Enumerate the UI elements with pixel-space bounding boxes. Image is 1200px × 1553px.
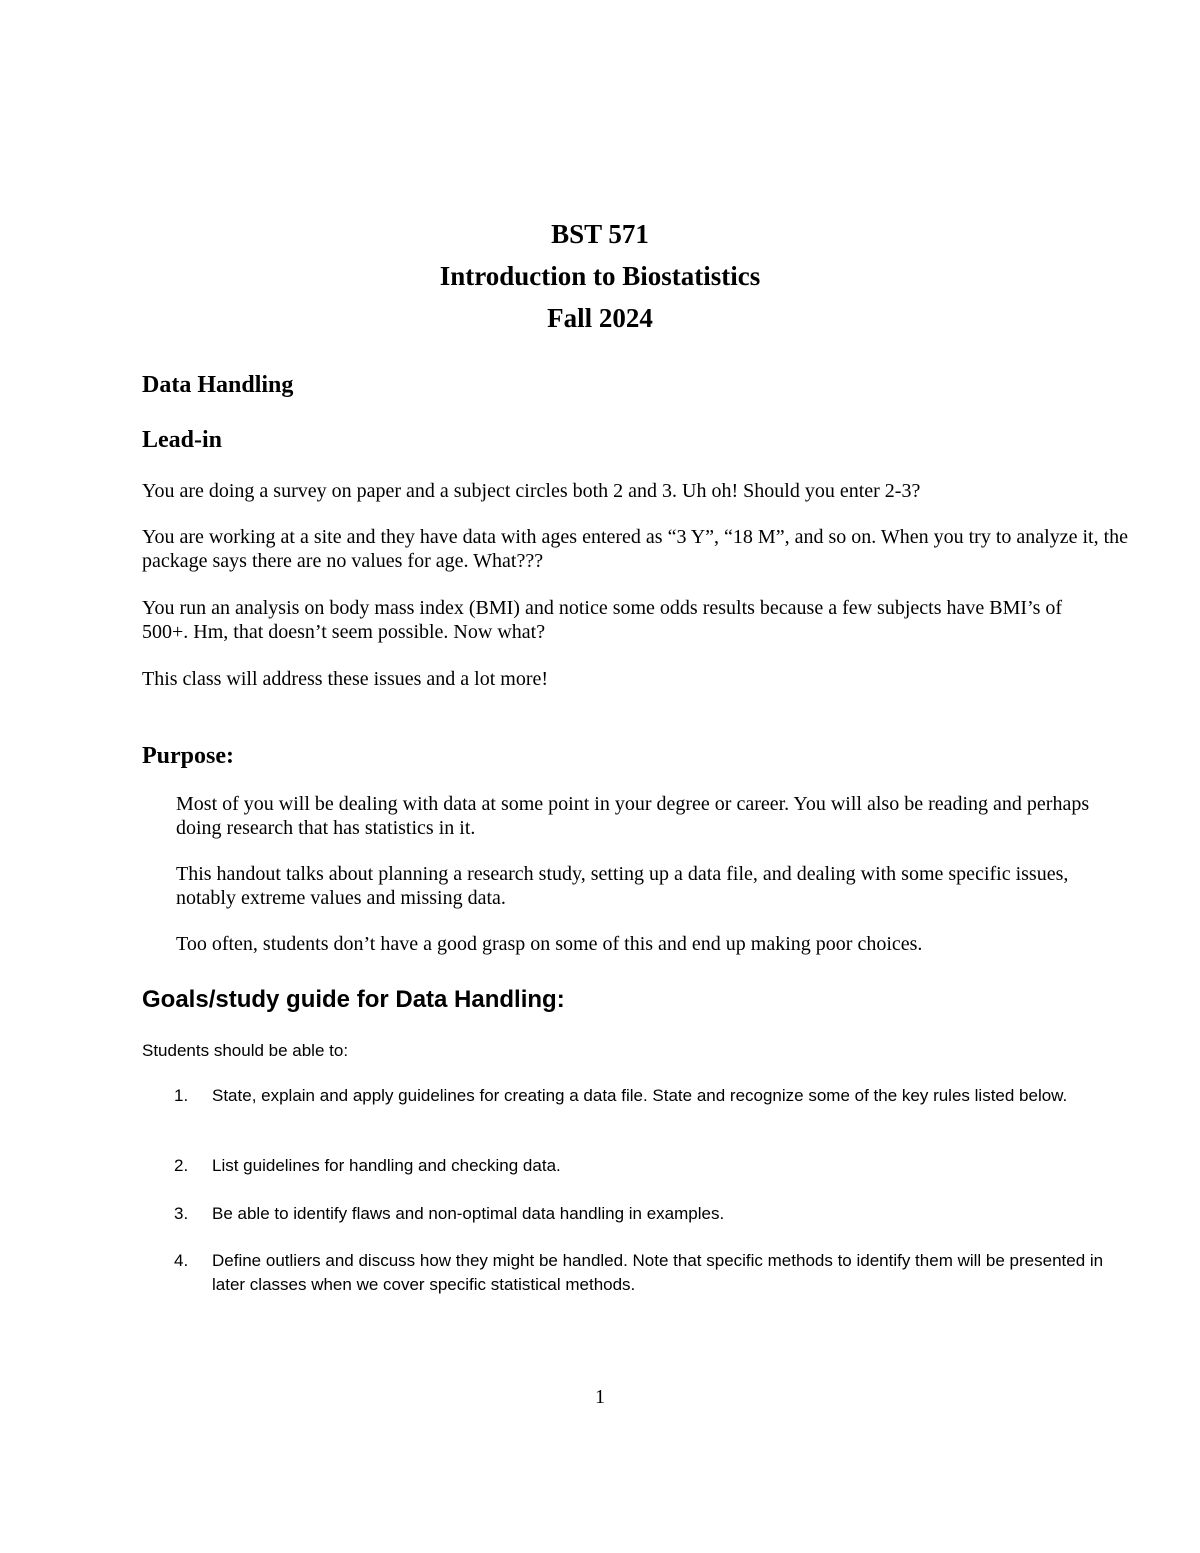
purpose-paragraph-2: This handout talks about planning a research study, setting up a data file, and dealing with some specific issues, notably extreme values and missing data.: [176, 863, 1069, 909]
lead-in-paragraph-2: You are working at a site and they have data with ages entered as “3 Y”, “18 M”, and so on. When you try to analyze it, the package says there are no values for age. What???: [142, 526, 1129, 572]
purpose-paragraph-3: Too often, students don’t have a good grasp on some of this and end up making poor choices.: [176, 933, 923, 955]
goal-number: 1.: [174, 1086, 189, 1105]
course-title: Introduction to Biostatistics: [439, 261, 761, 291]
goal-item-1: [142, 1084, 1122, 1108]
goal-item-2: [142, 1154, 1122, 1178]
lead-in-heading: Lead-in: [142, 427, 223, 453]
course-term: Fall 2024: [547, 303, 653, 333]
goal-item-3: [142, 1202, 1122, 1226]
goals-intro: Students should be able to:: [142, 1041, 349, 1060]
goal-item-4: [142, 1249, 1122, 1297]
goal-text: List guidelines for handling and checking data.: [212, 1156, 561, 1175]
section-title: Data Handling: [142, 372, 294, 398]
title-block: [0, 213, 1200, 339]
goal-text: Be able to identify flaws and non-optimal data handling in examples.: [212, 1204, 725, 1223]
goal-number: 4.: [174, 1251, 189, 1270]
purpose-paragraph-1: Most of you will be dealing with data at some point in your degree or career. You will also be reading and perhaps doing research that has statistics in it.: [176, 793, 1090, 839]
course-code: BST 571: [551, 219, 649, 249]
goal-text: Define outliers and discuss how they might be handled. Note that specific methods to identify them will be presented in later classes when we cover specific statistical methods.: [212, 1251, 1104, 1294]
page-number: 1: [595, 1386, 605, 1408]
purpose-heading: Purpose:: [142, 743, 234, 769]
lead-in-paragraph-3: You run an analysis on body mass index (BMI) and notice some odds results because a few subjects have BMI’s of 500+. Hm, that doesn’t seem possible. Now what?: [142, 597, 1063, 643]
goals-heading: Goals/study guide for Data Handling:: [142, 986, 565, 1013]
goal-number: 2.: [174, 1156, 189, 1175]
lead-in-paragraph-1: You are doing a survey on paper and a subject circles both 2 and 3. Uh oh! Should you enter 2-3?: [142, 480, 921, 502]
goal-text: State, explain and apply guidelines for creating a data file. State and recognize some of the key rules listed below.: [212, 1086, 1068, 1105]
goal-number: 3.: [174, 1204, 189, 1223]
lead-in-paragraph-4: This class will address these issues and a lot more!: [142, 668, 549, 690]
